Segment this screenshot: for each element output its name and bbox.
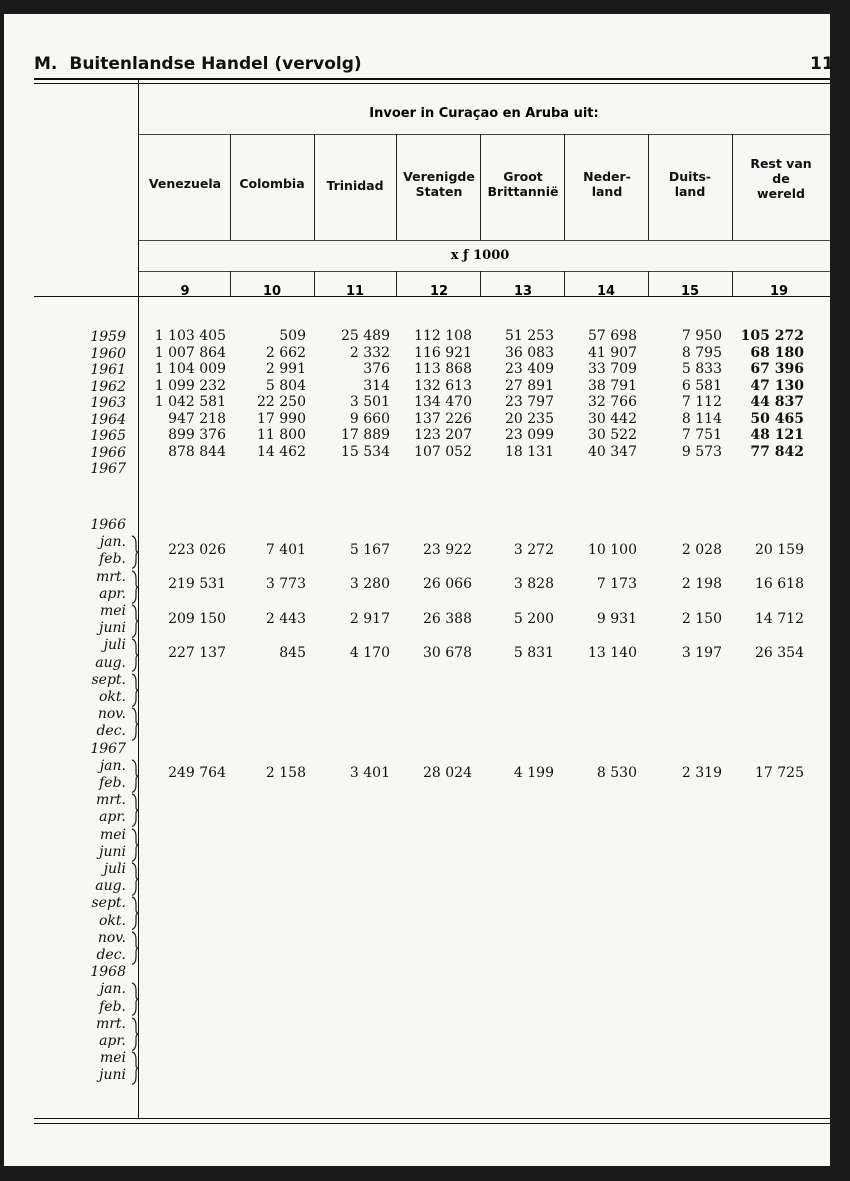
table-cell: 47 130 [750, 377, 804, 394]
table-cell: 3 828 [513, 576, 554, 593]
month-label: juni [99, 620, 126, 637]
table-cell: 3 501 [349, 394, 390, 410]
col-header-rest-van-de-wereld: Rest van de wereld [750, 156, 812, 201]
page-title [34, 54, 362, 74]
col-divider-3 [396, 134, 397, 240]
table-cell: 209 150 [168, 610, 226, 627]
table-cell: 4 170 [349, 645, 390, 661]
month-label: feb. [99, 998, 126, 1015]
month-label: jan. [99, 534, 126, 551]
col-header-groot-brittannie: Groot Brittannië [487, 169, 559, 199]
col-divider-6 [648, 134, 649, 240]
table-cell: 5 831 [513, 645, 554, 661]
month-section-year: 1968 [90, 964, 126, 981]
month-label: dec. [96, 947, 126, 963]
table-cell: 10 100 [588, 541, 637, 558]
month-label: jan. [99, 757, 126, 774]
month-label: okt. [99, 912, 126, 929]
table-cell: 132 613 [414, 377, 472, 394]
month-label: juli [103, 637, 126, 654]
col-number-13: 13 [513, 284, 533, 299]
brace-mark [130, 707, 140, 741]
col-number-9: 9 [180, 284, 190, 299]
table-cell: 2 028 [681, 541, 722, 558]
table-cell: 23 797 [505, 394, 554, 410]
table-cell: 2 991 [265, 361, 306, 377]
table-cell: 223 026 [168, 541, 226, 558]
table-cell: 1 103 405 [154, 328, 226, 344]
month-label: jan. [99, 981, 126, 998]
table-cell: 845 [279, 645, 306, 661]
colnum-divider-6 [648, 271, 649, 296]
table-cell: 38 791 [588, 377, 637, 394]
unit-label: x ƒ 1000 [450, 248, 510, 263]
brace-mark [130, 1017, 140, 1051]
month-label: sept. [91, 671, 126, 688]
month-label: mrt. [95, 1015, 126, 1032]
year-label: 1962 [90, 378, 126, 395]
top-rule-thin [34, 83, 830, 84]
table-cell: 17 725 [755, 765, 804, 782]
table-cell: 2 319 [681, 765, 722, 782]
colnum-divider-5 [564, 271, 565, 296]
table-cell: 16 618 [755, 576, 804, 593]
table-cell: 6 581 [681, 377, 722, 394]
col-number-14: 14 [596, 284, 616, 299]
table-cell: 3 272 [513, 541, 554, 558]
month-label: dec. [96, 723, 126, 740]
table-cell: 17 889 [341, 427, 390, 443]
month-label: juni [99, 1067, 126, 1084]
table-cell: 13 140 [588, 645, 637, 661]
table-cell: 8 114 [681, 410, 722, 427]
table-cell: 26 354 [755, 645, 804, 661]
table-cell: 2 443 [265, 610, 306, 627]
table-cell: 5 804 [265, 377, 306, 394]
col-header-colombia: Colombia [239, 176, 305, 191]
unit-rule-bottom [138, 271, 830, 272]
table-cell: 30 522 [588, 427, 637, 443]
brace-mark [130, 982, 140, 1016]
year-label: 1965 [90, 428, 126, 444]
table-cell: 376 [363, 361, 390, 377]
col-divider-2 [314, 134, 315, 240]
table-cell: 227 137 [168, 645, 226, 661]
unit-rule-top [138, 240, 830, 241]
month-label: mrt. [95, 568, 126, 585]
colnum-divider-7 [732, 271, 733, 296]
table-cell: 878 844 [168, 443, 226, 460]
table-cell: 107 052 [414, 443, 472, 460]
table-cell: 1 099 232 [154, 377, 226, 394]
month-label: mei [99, 826, 126, 843]
table-cell: 113 868 [414, 361, 472, 377]
table-cell: 112 108 [414, 328, 472, 344]
colnum-divider-2 [314, 271, 315, 296]
table-cell: 26 388 [423, 610, 472, 627]
table-cell: 947 218 [168, 410, 226, 427]
page [4, 14, 834, 1166]
month-label: juli [103, 861, 126, 877]
month-label: aug. [95, 878, 126, 895]
month-label: mei [99, 1050, 126, 1067]
table-cell: 5 200 [513, 610, 554, 627]
brace-mark [130, 673, 140, 707]
col-header-trinidad: Trinidad [326, 178, 384, 193]
month-label: feb. [99, 551, 126, 568]
table-cell: 9 931 [596, 610, 637, 627]
table-cell: 8 795 [681, 344, 722, 361]
colnum-divider-1 [230, 271, 231, 296]
table-cell: 23 099 [505, 427, 554, 443]
table-cell: 20 159 [755, 541, 804, 558]
year-label: 1963 [90, 395, 126, 411]
table-cell: 1 007 864 [154, 344, 226, 361]
bottom-rule [34, 1118, 830, 1119]
month-label: apr. [99, 1033, 126, 1049]
table-cell: 314 [363, 377, 390, 394]
table-cell: 7 112 [681, 394, 722, 410]
month-label: apr. [99, 809, 126, 826]
table-cell: 3 401 [349, 765, 390, 782]
table-cell: 77 842 [750, 443, 804, 460]
table-cell: 26 066 [423, 576, 472, 593]
table-cell: 2 150 [681, 610, 722, 627]
table-cell: 3 773 [265, 576, 306, 593]
group-header: Invoer in Curaçao en Aruba uit: [369, 106, 599, 121]
table-cell: 219 531 [168, 576, 226, 593]
table-cell: 2 332 [349, 344, 390, 361]
col-number-12: 12 [429, 284, 449, 299]
table-cell: 17 990 [257, 410, 306, 427]
table-cell: 51 253 [505, 328, 554, 344]
brace-mark [130, 862, 140, 896]
table-cell: 1 104 009 [154, 361, 226, 377]
table-cell: 33 709 [588, 361, 637, 377]
month-label: apr. [99, 585, 126, 602]
table-cell: 7 950 [681, 328, 722, 344]
table-cell: 27 891 [505, 377, 554, 394]
table-cell: 11 800 [257, 427, 306, 443]
month-label: okt. [99, 689, 126, 705]
col-header-duitsland: Duits-land [668, 169, 712, 199]
table-cell: 41 907 [588, 344, 637, 361]
page-number: 11 [810, 54, 834, 74]
brace-mark [130, 931, 140, 965]
table-cell: 7 751 [681, 427, 722, 443]
table-cell: 22 250 [257, 394, 306, 410]
table-cell: 40 347 [588, 443, 637, 460]
table-cell: 105 272 [740, 328, 804, 344]
section-letter: M. [34, 54, 58, 74]
table-cell: 116 921 [414, 344, 472, 361]
brace-mark [130, 793, 140, 827]
table-cell: 8 530 [596, 765, 637, 782]
colnum-divider-4 [480, 271, 481, 296]
table-cell: 36 083 [505, 344, 554, 361]
table-cell: 32 766 [588, 394, 637, 410]
brace-mark [130, 896, 140, 930]
col-header-venezuela: Venezuela [148, 176, 222, 191]
table-cell: 2 662 [265, 344, 306, 361]
month-label: juni [99, 843, 126, 860]
bottom-rule-2 [34, 1123, 830, 1124]
table-cell: 5 833 [681, 361, 722, 377]
header-divider [138, 134, 830, 135]
month-label: feb. [99, 775, 126, 791]
table-cell: 28 024 [423, 765, 472, 782]
table-cell: 9 660 [349, 410, 390, 427]
col-number-19: 19 [769, 284, 789, 299]
table-cell: 137 226 [414, 410, 472, 427]
section-title: Buitenlandse Handel (vervolg) [69, 54, 362, 74]
table-cell: 9 573 [681, 443, 722, 460]
col-divider-7 [732, 134, 733, 240]
month-section-year: 1967 [90, 740, 126, 757]
month-section-year: 1966 [90, 517, 126, 533]
table-cell: 2 917 [349, 610, 390, 627]
table-cell: 20 235 [505, 410, 554, 427]
month-label: sept. [91, 895, 126, 912]
table-cell: 2 158 [265, 765, 306, 782]
table-cell: 25 489 [341, 328, 390, 344]
col-number-15: 15 [680, 284, 700, 299]
brace-mark [130, 1051, 140, 1085]
table-cell: 123 207 [414, 427, 472, 443]
table-cell: 48 121 [750, 427, 804, 443]
table-cell: 7 401 [265, 541, 306, 558]
brace-mark [130, 828, 140, 862]
table-cell: 50 465 [750, 410, 804, 427]
month-label: nov. [97, 706, 126, 723]
year-label: 1966 [90, 444, 126, 461]
table-cell: 18 131 [505, 443, 554, 460]
year-label: 1959 [90, 329, 126, 345]
col-number-11: 11 [345, 284, 365, 299]
table-cell: 3 280 [349, 576, 390, 593]
month-label: mei [99, 603, 126, 619]
table-cell: 15 534 [341, 443, 390, 460]
table-cell: 4 199 [513, 765, 554, 782]
table-cell: 5 167 [349, 541, 390, 558]
year-label: 1967 [90, 461, 126, 477]
colnum-divider-3 [396, 271, 397, 296]
month-label: aug. [95, 654, 126, 671]
table-cell: 134 470 [414, 394, 472, 410]
month-label: mrt. [95, 792, 126, 809]
table-cell: 14 462 [257, 443, 306, 460]
table-cell: 2 198 [681, 576, 722, 593]
table-cell: 68 180 [750, 344, 804, 361]
table-cell: 44 837 [750, 394, 804, 410]
table-cell: 30 678 [423, 645, 472, 661]
table-cell: 249 764 [168, 765, 226, 782]
table-cell: 1 042 581 [154, 394, 226, 410]
table-cell: 509 [279, 328, 306, 344]
col-number-10: 10 [262, 284, 282, 299]
table-cell: 23 922 [423, 541, 472, 558]
table-cell: 30 442 [588, 410, 637, 427]
year-label: 1961 [90, 362, 126, 378]
table-cell: 67 396 [750, 361, 804, 377]
table-cell: 57 698 [588, 328, 637, 344]
col-header-nederland: Neder-land [583, 169, 631, 199]
table-cell: 7 173 [596, 576, 637, 593]
month-label: nov. [97, 929, 126, 946]
col-divider-4 [480, 134, 481, 240]
year-label: 1964 [90, 411, 126, 428]
col-header-verenigde-staten: Verenigde Staten [403, 169, 475, 199]
table-cell: 899 376 [168, 427, 226, 443]
col-divider-5 [564, 134, 565, 240]
table-cell: 23 409 [505, 361, 554, 377]
table-cell: 3 197 [681, 645, 722, 661]
top-rule [34, 78, 830, 80]
year-label: 1960 [90, 345, 126, 362]
table-cell: 14 712 [755, 610, 804, 627]
col-divider-1 [230, 134, 231, 240]
